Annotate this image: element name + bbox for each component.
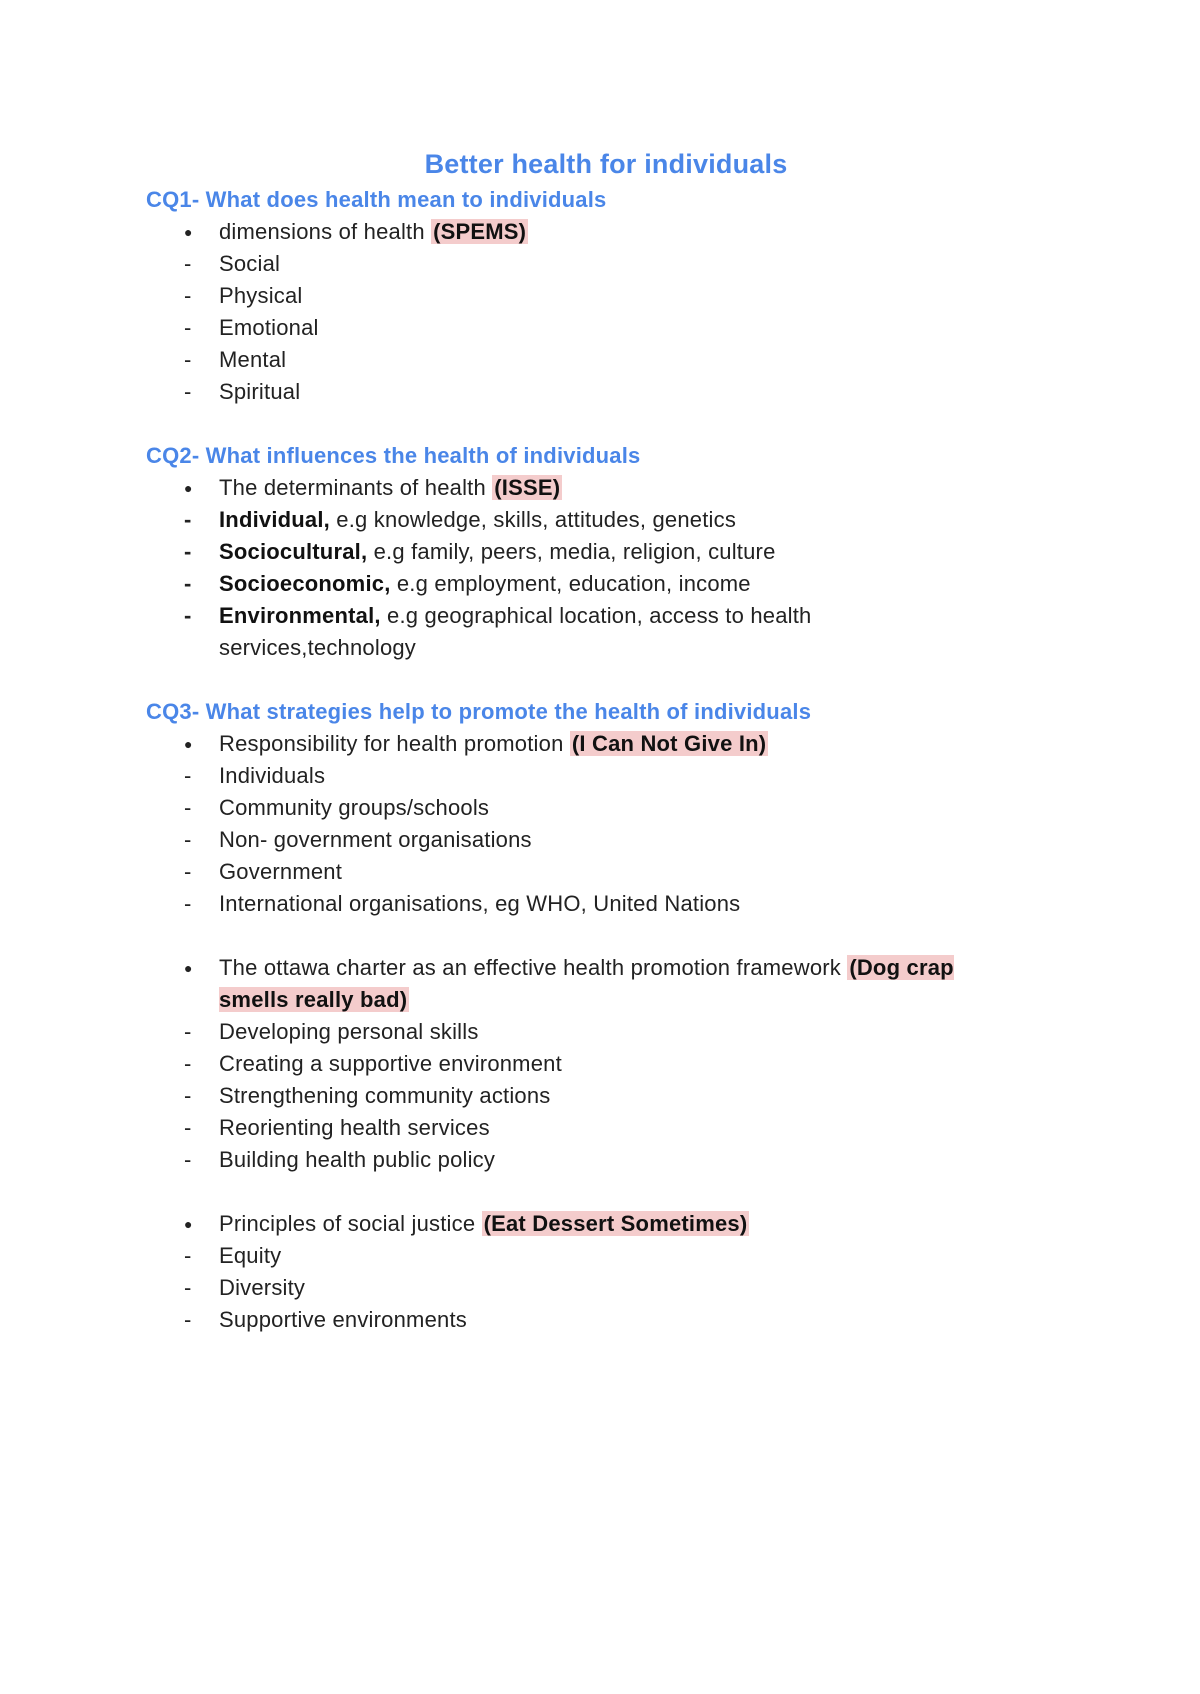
term-examples: e.g knowledge, skills, attitudes, genetics [330,507,737,532]
list-item-text: Supportive environments [219,1307,467,1332]
bullet-block [146,216,1066,408]
list-item-text: Strengthening community actions [219,1083,551,1108]
dash-item [146,536,1066,568]
mnemonic-highlight: (Dog crap smells really bad) [219,955,954,1012]
dash-item [146,888,1066,920]
dash-item [146,824,1066,856]
list-item-text: Emotional [219,315,319,340]
document-content [146,144,1066,1336]
list-item-text: Mental [219,347,287,372]
dash-icon: - [184,315,192,340]
list-item-text: Creating a supportive environment [219,1051,562,1076]
dash-icon: - [184,539,192,564]
bullet-text: dimensions of health [219,219,432,244]
bullet-item [146,952,1066,1016]
term-label: Individual, [219,507,330,532]
bullet-text: Principles of social justice [219,1211,482,1236]
list-item-text: Reorienting health services [219,1115,490,1140]
dash-icon: - [184,571,192,596]
dash-item [146,344,1066,376]
bullet-item [146,728,1066,760]
dash-item [146,1240,1066,1272]
section-cq2 [146,440,1066,664]
dash-icon: - [184,763,192,788]
list-item-text: Equity [219,1243,282,1268]
dash-icon: - [184,1051,192,1076]
dash-item [146,1272,1066,1304]
bullet-icon: ● [184,224,193,240]
bullet-text: The determinants of health [219,475,493,500]
dash-item [146,792,1066,824]
list-item-text: Developing personal skills [219,1019,479,1044]
dash-item [146,1048,1066,1080]
term-examples: e.g family, peers, media, religion, culture [367,539,776,564]
dash-icon: - [184,1243,192,1268]
bullet-icon: ● [184,480,193,496]
dash-item [146,1144,1066,1176]
mnemonic-highlight: (SPEMS) [433,219,527,244]
dash-item [146,376,1066,408]
bullet-text: The ottawa charter as an effective health promotion framework [219,955,848,980]
dash-icon: - [184,347,192,372]
bullet-block [146,472,1066,664]
bullet-block [146,952,1066,1176]
dash-icon: - [184,795,192,820]
mnemonic-highlight: (I Can Not Give In) [571,731,767,756]
dash-item [146,312,1066,344]
bullet-icon: ● [184,736,193,752]
dash-icon: - [184,1115,192,1140]
dash-icon: - [184,1275,192,1300]
dash-icon: - [184,891,192,916]
dash-icon: - [184,283,192,308]
section-cq1 [146,184,1066,408]
bullet-text: Responsibility for health promotion [219,731,570,756]
term-label: Sociocultural, [219,539,368,564]
mnemonic-highlight: (ISSE) [494,475,561,500]
list-item-text: Diversity [219,1275,306,1300]
dash-item [146,248,1066,280]
dash-icon: - [184,507,192,532]
dash-icon: - [184,827,192,852]
dash-item [146,1112,1066,1144]
dash-icon: - [184,1019,192,1044]
term-examples: e.g geographical location, access to health services,technology [219,603,812,660]
list-item-text: International organisations, eg WHO, United Nations [219,891,741,916]
list-item-text: Government [219,859,343,884]
list-item-text: Community groups/schools [219,795,490,820]
dash-icon: - [184,1147,192,1172]
bullet-icon: ● [184,960,193,976]
dash-icon: - [184,379,192,404]
list-item-text: Individuals [219,763,326,788]
dash-item [146,856,1066,888]
list-item-text: Spiritual [219,379,301,404]
page-title: Better health for individuals [424,149,788,179]
section-heading: CQ2- What influences the health of individuals [146,443,641,468]
bullet-icon: ● [184,1216,193,1232]
dash-item [146,1016,1066,1048]
bullet-block [146,728,1066,920]
dash-item [146,1304,1066,1336]
term-examples: e.g employment, education, income [390,571,751,596]
dash-item [146,280,1066,312]
term-label: Socioeconomic, [219,571,391,596]
section-heading: CQ3- What strategies help to promote the health of individuals [146,699,812,724]
dash-item [146,1080,1066,1112]
list-item-text: Social [219,251,281,276]
section-heading: CQ1- What does health mean to individuals [146,187,607,212]
dash-item [146,760,1066,792]
dash-item [146,504,1066,536]
bullet-item [146,472,1066,504]
list-item-text: Building health public policy [219,1147,496,1172]
bullet-item [146,216,1066,248]
dash-icon: - [184,251,192,276]
section-cq3 [146,696,1066,1336]
dash-icon: - [184,1083,192,1108]
list-item-text: Physical [219,283,303,308]
term-label: Environmental, [219,603,381,628]
bullet-block [146,1208,1066,1336]
dash-icon: - [184,603,192,628]
dash-item [146,600,1066,664]
mnemonic-highlight: (Eat Dessert Sometimes) [483,1211,748,1236]
bullet-item [146,1208,1066,1240]
dash-item [146,568,1066,600]
list-item-text: Non- government organisations [219,827,532,852]
dash-icon: - [184,1307,192,1332]
dash-icon: - [184,859,192,884]
